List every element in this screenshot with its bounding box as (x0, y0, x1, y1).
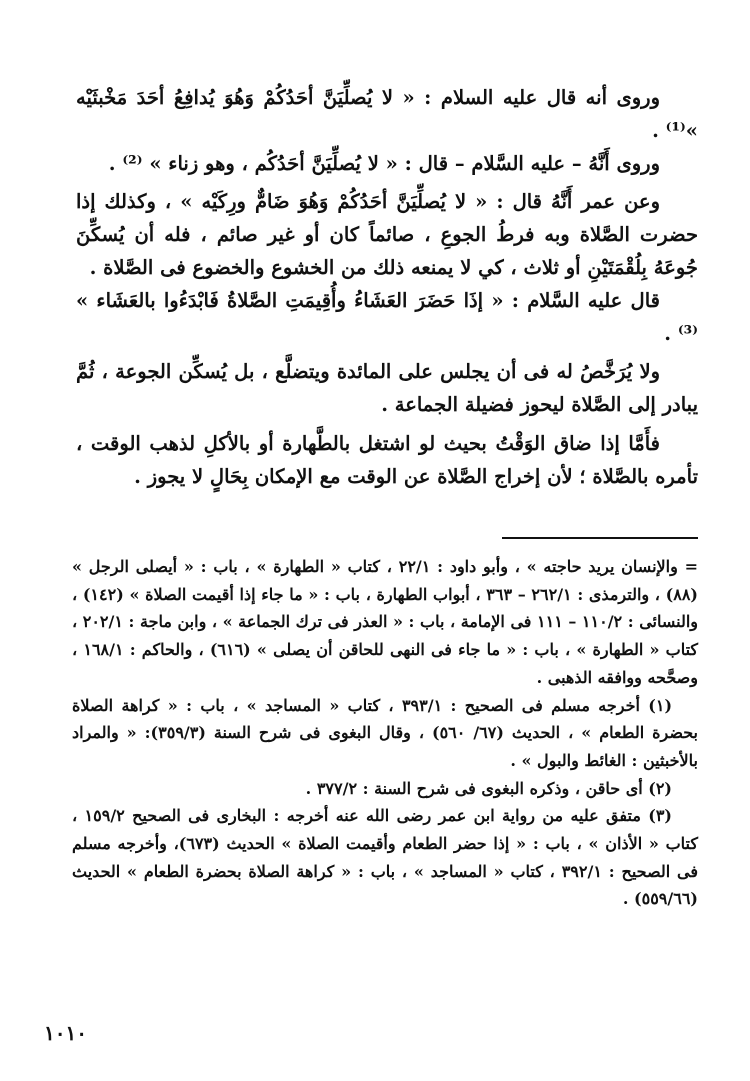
main-paragraph-2: وروى أَنَّهُ – عليه السَّلام – قال : « لا يُصلِّيَنَّ أحَدُكُم ، وهو زناء » ⁽²⁾ . (108, 151, 660, 175)
main-paragraph-6: فأَمَّا إذا ضاق الوَقْتُ بحيث لو اشتغل بالطَّهارة أو بالأكلِ لذهب الوقت ، تأمره بالصَّلاة ؛ لأن إخراج الصَّلاة عن الوقت مع الإمكان بِحَالٍ لا يجوز . (76, 431, 698, 488)
main-paragraph-4: قال عليه السَّلام : « إذَا حَضَرَ العَشَاءُ وأُقِيمَتِ الصَّلاةُ فَابْدَءُوا بالعَشَاء » ⁽³⁾ . (76, 288, 698, 345)
main-text (76, 82, 698, 494)
main-paragraph-1: وروى أنه قال عليه السلام : « لا يُصلِّيَنَّ أحَدُكُمْ وَهُوَ يُدافِعُ أحَدَ مَخْبثَيْه »⁽¹⁾ . (76, 86, 698, 142)
footnote-3: (٣) متفق عليه من رواية ابن عمر رضى الله عنه أخرجه : البخارى فى الصحيح ١٥٩/٢ ، كتاب « الأذان » ، باب : « إذا حضر الطعام وأقيمت الصلاة » الحديث (٦٧٣)، وأخرجه مسلم فى الصحيح : ٣٩٢/١ ، كتاب « المساجد » ، باب : « كراهة الصلاة بحضرة الطعام » الحديث (٥٥٩/٦٦) . (72, 806, 698, 909)
footnote-1: (١) أخرجه مسلم فى الصحيح : ٣٩٣/١ ، كتاب « المساجد » ، باب : « كراهة الصلاة بحضرة الطعام » ، الحديث (٦٧/ ٥٦٠) ، وقال البغوى فى شرح السنة (٣٥٩/٣): « والمراد بالأخبثين : الغائط والبول » . (72, 695, 698, 770)
main-paragraph-5: ولا يُرَخَّصُ له فى أن يجلس على المائدة ويتضلَّع ، بل يُسكِّن الجوعة ، ثُمَّ يبادر إلى الصَّلاة ليحوز فضيلة الجماعة . (76, 360, 698, 417)
footnote-2: (٢) أى حاقن ، وذكره البغوى فى شرح السنة : ٣٧٧/٢ . (305, 778, 672, 798)
footnote-continuation: = والإنسان يريد حاجته » ، وأبو داود : ٢٢/١ ، كتاب « الطهارة » ، باب : « أيصلى الرجل » (٨٨) ، والترمذى : ٢٦٢/١ – ٣٦٣ ، أبواب الطهارة ، باب : « ما جاء إذا أقيمت الصلاة » (١٤٢) ، والنسائى : ١١٠/٢ – ١١١ فى الإمامة ، باب : « العذر فى ترك الجماعة » ، وابن ماجة : ٢٠٢/١ ، كتاب « الطهارة » ، باب : « ما جاء فى النهى للحاقن أن يصلى » (٦١٦) ، والحاكم : ١٦٨/١ ، وصحَّحه ووافقه الذهبى . (72, 557, 699, 687)
footnotes (72, 553, 698, 913)
main-paragraph-3: وعن عمر أَنَّهُ قال : « لا يُصلِّيَنَّ أحَدُكُمْ وَهُوَ ضَامٌّ ورِكَيْه » ، وكذلك إذا حضرت الصَّلاة وبه فرطُ الجوعِ ، صائماً كان أو غير صائم ، فله أن يُسكِّنَ جُوعَهُ بِلُقْمَتَيْنِ أو ثلاث ، كي لا يمنعه ذلك من الخشوع والخضوع فى الصَّلاة . (76, 190, 698, 279)
page-number: ١٠١٠ (44, 1021, 87, 1045)
footnote-divider (502, 537, 698, 539)
